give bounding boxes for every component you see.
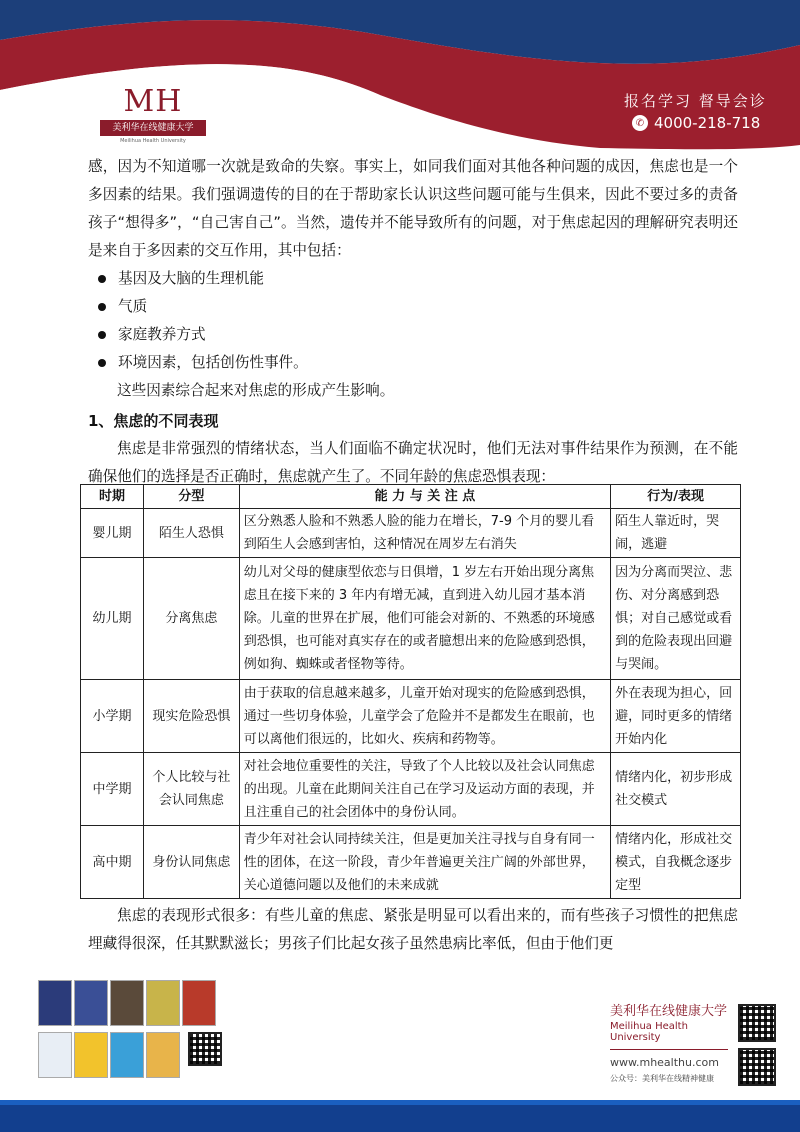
footer-bar [0, 1105, 800, 1132]
list-item [98, 349, 738, 377]
cell-period: 婴儿期 [81, 509, 144, 558]
cell-period: 小学期 [81, 680, 144, 753]
book-cover [74, 1032, 108, 1078]
factor-text: 家庭教养方式 [118, 326, 206, 343]
table-row [81, 558, 741, 680]
phone-number: 4000-218-718 [654, 114, 761, 132]
table-row [81, 509, 741, 558]
logo-subtitle: Meilihua Health University [120, 138, 186, 144]
qr-code-icon [738, 1048, 776, 1086]
header-phone[interactable] [632, 114, 760, 132]
footer-info [610, 1000, 730, 1084]
cell-focus: 对社会地位重要性的关注，导致了个人比较以及社会认同焦虑的出现。儿童在此期间关注自己在学习及运动方面的表现，并且注重自己的社会团体中的身份认同。 [239, 753, 610, 826]
cell-focus: 由于获取的信息越来越多，儿童开始对现实的危险感到恐惧，通过一些切身体验，儿童学会了危险并不是都发生在眼前，也可以离他们很远的，比如火、疾病和药物等。 [239, 680, 610, 753]
cell-focus: 幼儿对父母的健康型依恋与日俱增，1 岁左右开始出现分离焦虑且在接下来的 3 年内有增无减，直到进入幼儿园才基本消除。儿童的世界在扩展，他们可能会对新的、不熟悉的环境感到恐惧，也可能对真实存在的或者臆想出来的危险感到恐惧，例如狗、蜘蛛或者怪物等待。 [239, 558, 610, 680]
footer-university-cn: 美利华在线健康大学 [610, 1004, 728, 1019]
footer-wechat: 公众号：美利华在线精神健康 [610, 1074, 714, 1083]
table-row [81, 753, 741, 826]
header-focus: 能 力 与 关 注 点 [239, 485, 610, 509]
cell-type: 陌生人恐惧 [143, 509, 239, 558]
book-cover [146, 1032, 180, 1078]
factor-list [88, 265, 738, 377]
logo-letters: MH [123, 84, 183, 119]
cell-behavior: 情绪内化，初步形成社交模式 [611, 753, 741, 826]
book-cover [38, 1032, 72, 1078]
bullet-icon [98, 359, 106, 367]
table-header-row [81, 485, 741, 509]
cell-behavior: 外在表现为担心，回避，同时更多的情绪开始内化 [611, 680, 741, 753]
closing-section [88, 902, 738, 958]
book-cover [38, 980, 72, 1026]
footer-url[interactable]: www.mhealthu.com [610, 1056, 719, 1069]
intro-paragraph: 感，因为不知道哪一次就是致命的失察。事实上，如同我们面对其他各种问题的成因，焦虑也是一个多因素的结果。我们强调遗传的目的在于帮助家长认识这些问题可能与生俱来，因此不要过多的责备孩子“想得多”，“自己害自己”。当然，遗传并不能导致所有的问题，对于焦虑起因的理解研究表明还是来自于多因素的交互作用，其中包括： [88, 158, 738, 259]
list-item [98, 293, 738, 321]
cell-period: 中学期 [81, 753, 144, 826]
summary-line: 这些因素综合起来对焦虑的形成产生影响。 [117, 382, 395, 399]
bullet-icon [98, 331, 106, 339]
cell-type: 现实危险恐惧 [143, 680, 239, 753]
header-wave [0, 0, 800, 160]
factor-text: 环境因素，包括创伤性事件。 [118, 354, 308, 371]
closing-paragraph: 焦虑的表现形式很多：有些儿童的焦虑、紧张是明显可以看出来的，而有些孩子习惯性的把焦虑埋藏得很深，任其默默滋长；男孩子们比起女孩子虽然患病比率低，但由于他们更 [88, 907, 738, 952]
cell-type: 个人比较与社会认同焦虑 [143, 753, 239, 826]
cell-type: 身份认同焦虑 [143, 826, 239, 899]
header-period: 时期 [81, 485, 144, 509]
factor-text: 气质 [118, 298, 148, 315]
bullet-icon [98, 275, 106, 283]
logo-ribbon: 美利华在线健康大学 [100, 120, 206, 136]
qr-code-icon [188, 1032, 222, 1066]
header-behavior: 行为/表现 [611, 485, 741, 509]
footer-divider [610, 1049, 728, 1050]
header-tagline: 报名学习 督导会诊 [624, 92, 767, 110]
table-row [81, 826, 741, 899]
bullet-icon [98, 303, 106, 311]
cell-focus: 青少年对社会认同持续关注，但是更加关注寻找与自身有同一性的团体，在这一阶段，青少年普遍更关注广阔的外部世界，关心道德问题以及他们的未来成就 [239, 826, 610, 899]
book-cover [74, 980, 108, 1026]
book-cover [182, 980, 216, 1026]
qr-code-icon [738, 1004, 776, 1042]
anxiety-table [80, 484, 741, 899]
section-title: 1、焦虑的不同表现 [88, 412, 219, 430]
cell-behavior: 因为分离而哭泣、悲伤、对分离感到恐惧；对自己感觉或看到的危险表现出回避与哭闹。 [611, 558, 741, 680]
cell-period: 高中期 [81, 826, 144, 899]
main-content [88, 153, 738, 491]
header-type: 分型 [143, 485, 239, 509]
table-row [81, 680, 741, 753]
book-cover [110, 1032, 144, 1078]
list-item [98, 265, 738, 293]
cell-behavior: 陌生人靠近时，哭闹，逃避 [611, 509, 741, 558]
phone-icon: ✆ [632, 115, 648, 131]
cell-focus: 区分熟悉人脸和不熟悉人脸的能力在增长，7-9 个月的婴儿看到陌生人会感到害怕，这种情况在周岁左右消失 [239, 509, 610, 558]
footer-university-en: Meilihua Health University [610, 1021, 688, 1043]
cell-period: 幼儿期 [81, 558, 144, 680]
list-item [98, 321, 738, 349]
cell-type: 分离焦虑 [143, 558, 239, 680]
factor-text: 基因及大脑的生理机能 [118, 270, 264, 287]
book-covers [38, 980, 268, 1090]
book-cover [110, 980, 144, 1026]
section-paragraph: 焦虑是非常强烈的情绪状态，当人们面临不确定状况时，他们无法对事件结果作为预测，在不能确保他们的选择是否正确时，焦虑就产生了。不同年龄的焦虑恐惧表现： [88, 440, 738, 485]
cell-behavior: 情绪内化，形成社交模式，自我概念逐步定型 [611, 826, 741, 899]
book-cover [146, 980, 180, 1026]
